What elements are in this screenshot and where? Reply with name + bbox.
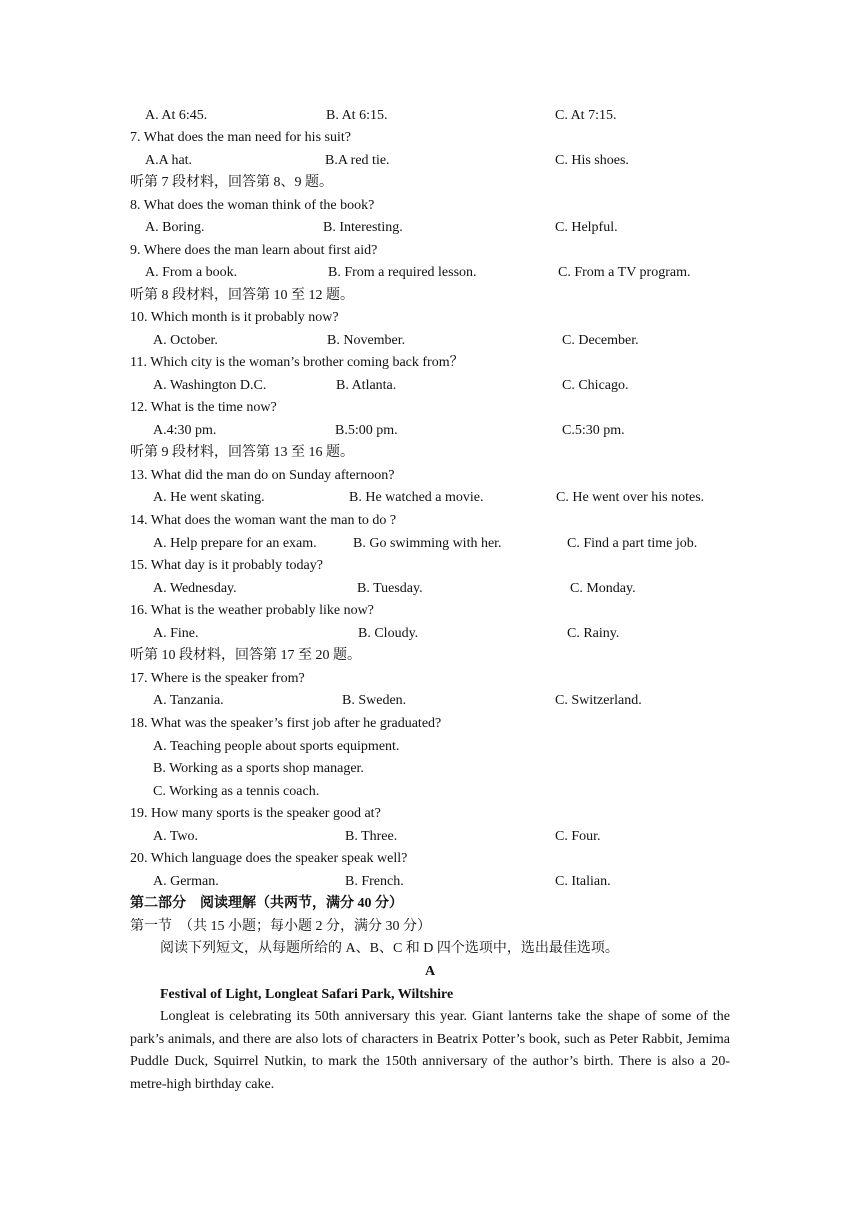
q10-option-a: A. October. [153,333,218,348]
q6-option-b: B. At 6:15. [326,108,388,123]
passage-letter: A [424,964,436,979]
q19-option-b: B. Three. [345,829,398,844]
q7-option-c: C. His shoes. [555,153,629,168]
q20-option-c: C. Italian. [555,874,611,889]
q14-option-c: C. Find a part time job. [567,536,698,551]
q8-option-b: B. Interesting. [323,220,403,235]
q13-option-a: A. He went skating. [153,490,265,505]
q14-option-a: A. Help prepare for an exam. [153,536,317,551]
q20-stem: 20. Which language does the speaker speak well? [130,851,408,866]
q9-option-b: B. From a required lesson. [328,265,477,280]
q18-option-c: C. Working as a tennis coach. [153,784,320,799]
q11-option-c: C. Chicago. [562,378,629,393]
q8-option-a: A. Boring. [145,220,205,235]
q8-stem: 8. What does the woman think of the book? [130,198,375,213]
q19-option-c: C. Four. [555,829,601,844]
q11-option-a: A. Washington D.C. [153,378,267,393]
q18-option-b: B. Working as a sports shop manager. [153,761,364,776]
q7-option-a: A.A hat. [145,153,193,168]
q10-option-c: C. December. [562,333,639,348]
q11-stem: 11. Which city is the woman’s brother coming back from？ [130,355,464,370]
section7-instruction: 听第 7 段材料，回答第 8、9 题。 [130,175,333,190]
q20-option-b: B. French. [345,874,404,889]
q19-option-a: A. Two. [153,829,199,844]
q18-option-a: A. Teaching people about sports equipment. [153,739,400,754]
q16-stem: 16. What is the weather probably like now? [130,603,374,618]
q18-stem: 18. What was the speaker’s first job after he graduated? [130,716,442,731]
q17-option-b: B. Sweden. [342,693,407,708]
q17-stem: 17. Where is the speaker from? [130,671,305,686]
q9-stem: 9. Where does the man learn about first aid? [130,243,378,258]
section9-instruction: 听第 9 段材料，回答第 13 至 16 题。 [130,445,354,460]
q14-option-b: B. Go swimming with her. [353,536,502,551]
q15-option-c: C. Monday. [570,581,636,596]
q10-stem: 10. Which month is it probably now? [130,310,339,325]
section10-instruction: 听第 10 段材料，回答第 17 至 20 题。 [130,648,361,663]
q15-option-a: A. Wednesday. [153,581,237,596]
q12-option-c: C.5:30 pm. [562,423,625,438]
part2-heading: 第二部分 阅读理解（共两节，满分 40 分） [130,896,403,911]
q16-option-a: A. Fine. [153,626,199,641]
q12-stem: 12. What is the time now? [130,400,277,415]
q14-stem: 14. What does the woman want the man to do ? [130,513,397,528]
q17-option-a: A. Tanzania. [153,693,224,708]
q13-option-c: C. He went over his notes. [556,490,705,505]
passage-paragraph: Longleat is celebrating its 50th anniversary this year. Giant lanterns take the shape of some of the park’s animals, and there are also lots of characters in Beatrix Potter’s book, such as Peter Rabbit, Jemima Puddle Duck, Squirrel Nutkin, to mark the 150th anniversary of the author’s birth. There is also a 20-metre-high birthday cake. [130,1009,730,1092]
q19-stem: 19. How many sports is the speaker good at? [130,806,381,821]
q17-option-c: C. Switzerland. [555,693,642,708]
q12-option-a: A.4:30 pm. [153,423,217,438]
q16-option-b: B. Cloudy. [358,626,419,641]
q20-option-a: A. German. [153,874,219,889]
passage-title: Festival of Light, Longleat Safari Park, Wiltshire [160,987,454,1002]
q11-option-b: B. Atlanta. [336,378,397,393]
q6-option-a: A. At 6:45. [145,108,208,123]
q9-option-a: A. From a book. [145,265,238,280]
q10-option-b: B. November. [327,333,406,348]
reading-instruction: 阅读下列短文，从每题所给的 A、B、C 和 D 四个选项中，选出最佳选项。 [160,941,619,956]
q7-option-b: B.A red tie. [325,153,390,168]
q16-option-c: C. Rainy. [567,626,620,641]
section8-instruction: 听第 8 段材料，回答第 10 至 12 题。 [130,288,354,303]
q8-option-c: C. Helpful. [555,220,618,235]
section1-heading: 第一节 （共 15 小题；每小题 2 分，满分 30 分） [130,919,431,934]
q15-option-b: B. Tuesday. [357,581,423,596]
q7-stem: 7. What does the man need for his suit? [130,130,351,145]
q13-stem: 13. What did the man do on Sunday afternoon? [130,468,395,483]
q13-option-b: B. He watched a movie. [349,490,484,505]
q12-option-b: B.5:00 pm. [335,423,398,438]
q9-option-c: C. From a TV program. [558,265,691,280]
q15-stem: 15. What day is it probably today? [130,558,323,573]
q6-option-c: C. At 7:15. [555,108,617,123]
